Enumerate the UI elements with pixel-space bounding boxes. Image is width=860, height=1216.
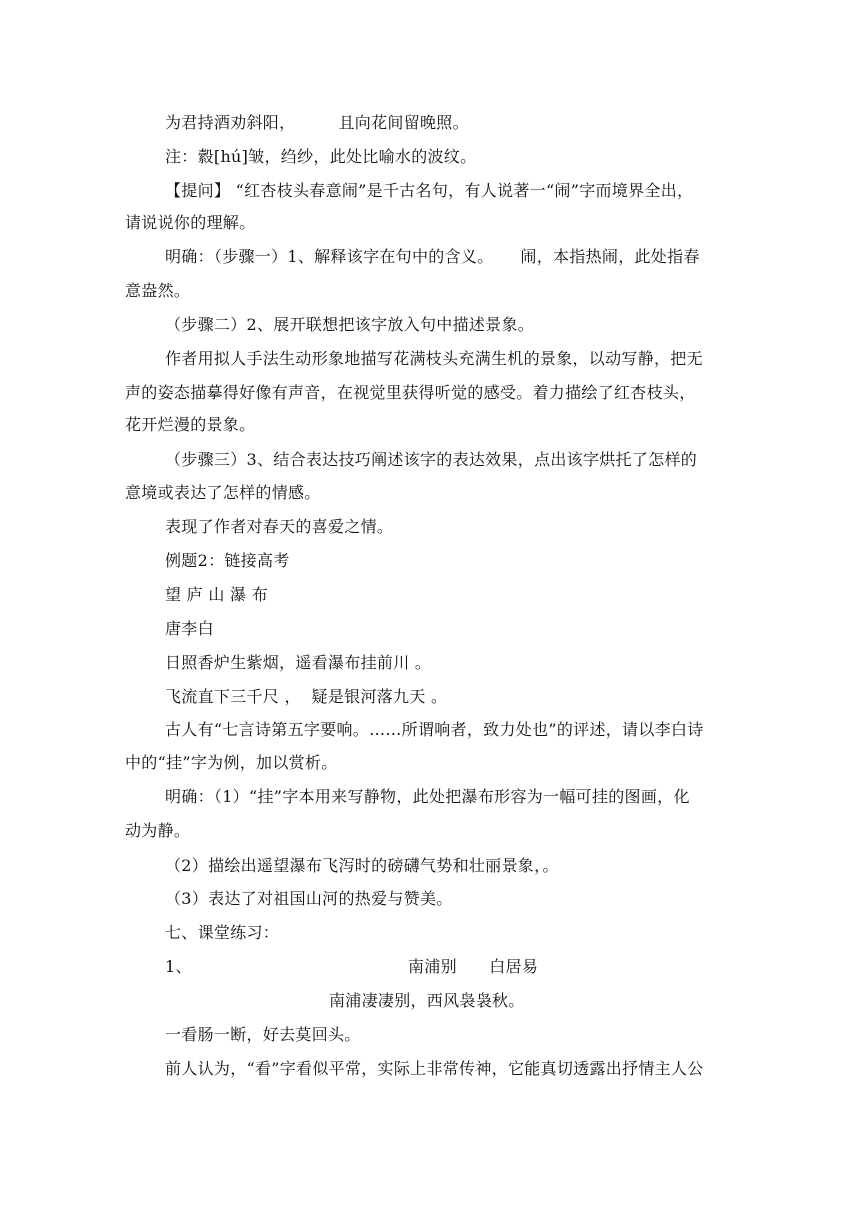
text-line: （3）表达了对祖国山河的热爱与赞美。 <box>165 889 453 908</box>
text-line: 古人有“七言诗第五字要响。……所谓响者，致力处也”的评述，请以李白诗 <box>165 720 704 739</box>
text-line: 望 庐 山 瀑 布 <box>165 585 269 604</box>
text-line: 飞流直下三千尺 ， 疑是银河落九天 。 <box>165 687 448 706</box>
text-line: 【提问】 “红杏枝头春意闹”是千古名句，有人说著一“闹”字而境界全出， <box>165 181 694 200</box>
text-line: 一看肠一断，好去莫回头。 <box>165 1025 361 1044</box>
text-line: （步骤二）2、展开联想把该字放入句中描述景象。 <box>165 315 535 334</box>
text-line: 明确：（1）“挂”字本用来写静物，此处把瀑布形容为一幅可挂的图画，化 <box>165 787 690 806</box>
text-line: 花开烂漫的景象。 <box>125 415 256 434</box>
text-line: （步骤三）3、结合表达技巧阐述该字的表达效果，点出该字烘托了怎样的 <box>165 450 698 469</box>
text-line: 意境或表达了怎样的情感。 <box>125 483 321 502</box>
text-line: 南浦凄凄别，西风袅袅秋。 <box>329 991 525 1010</box>
text-line: 1、 <box>165 957 192 976</box>
text-line: 明确：（步骤一）1、解释该字在句中的含义。 闹，本指热闹，此处指春 <box>165 247 700 266</box>
text-line: 意盎然。 <box>125 281 191 300</box>
text-line: 中的“挂”字为例，加以赏析。 <box>125 753 338 772</box>
text-line: 动为静。 <box>125 821 191 840</box>
text-line: 注：縠[hú]皱，绉纱，此处比喻水的波纹。 <box>165 147 477 166</box>
poem-title-line: 南浦别 白居易 <box>408 957 539 976</box>
text-line: 作者用拟人手法生动形象地描写花满枝头充满生机的景象，以动写静，把无 <box>165 349 703 368</box>
text-line: 前人认为，“看”字看似平常，实际上非常传神，它能真切透露出抒情主人公 <box>165 1059 704 1078</box>
text-line: 七、课堂练习： <box>165 923 280 942</box>
text-line: 日照香炉生紫烟，遥看瀑布挂前川 。 <box>165 653 432 672</box>
text-line: 请说说你的理解。 <box>125 213 256 232</box>
text-line: 为君持酒劝斜阳， 且向花间留晚照。 <box>165 113 469 132</box>
text-line: 表现了作者对春天的喜爱之情。 <box>165 517 394 536</box>
text-line: 例题2：链接高考 <box>165 551 290 570</box>
text-line: 声的姿态描摹得好像有声音，在视觉里获得听觉的感受。着力描绘了红杏枝头， <box>125 383 696 402</box>
text-line: 唐李白 <box>165 619 214 638</box>
text-line: （2）描绘出遥望瀑布飞泻时的磅礴气势和壮丽景象，。 <box>165 856 559 875</box>
